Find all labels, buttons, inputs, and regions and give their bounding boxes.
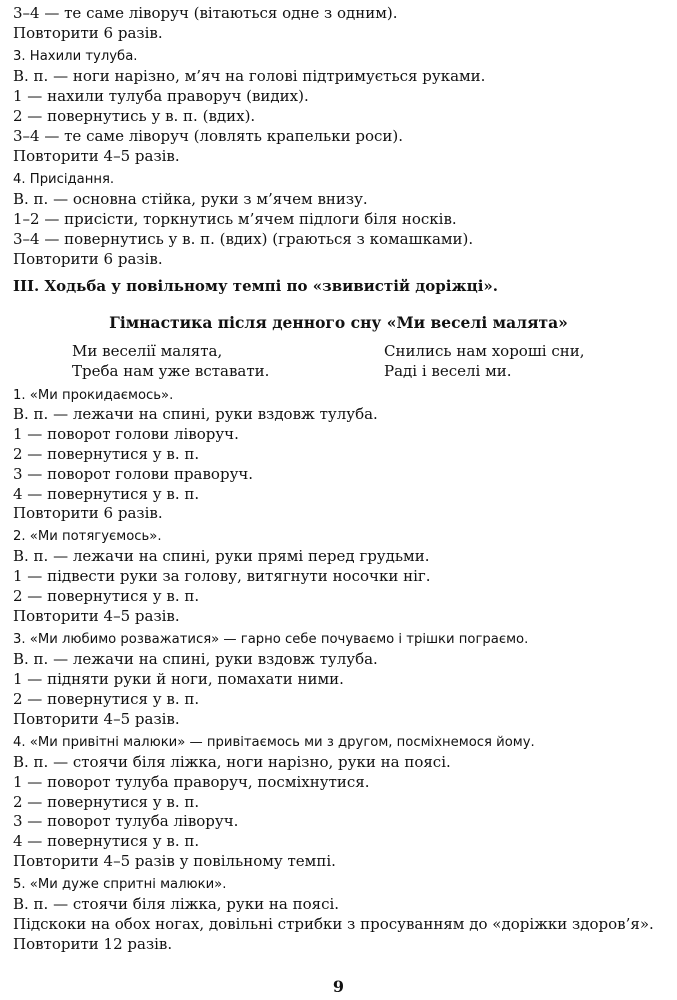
- text-line: В. п. — основна стійка, руки з м’ячем внизу.: [13, 190, 368, 208]
- text-line: В. п. — лежачи на спині, руки вздовж тулуба.: [13, 650, 378, 668]
- text-line: 1 — підвести руки за голову, витягнути носочки ніг.: [13, 567, 431, 585]
- text-line: В. п. — ноги нарізно, м’яч на голові підтримується руками.: [13, 67, 486, 85]
- text-line: В. п. — стоячи біля ліжка, руки на поясі.: [13, 895, 340, 913]
- text-line: 1–2 — присісти, торкнутись м’ячем підлоги біля носків.: [13, 210, 457, 228]
- text-line: В. п. — лежачи на спині, руки прямі перед грудьми.: [13, 547, 430, 565]
- text-line: 3 — поворот тулуба ліворуч.: [13, 812, 239, 830]
- poem-line: Ми веселії малята,: [72, 342, 223, 360]
- text-line: 4 — повернутися у в. п.: [13, 485, 200, 503]
- text-line: Повторити 6 разів.: [13, 504, 163, 522]
- exercise-heading: 1. «Ми прокидаємось».: [13, 388, 174, 403]
- text-line: 3–4 — те саме ліворуч (ловлять крапельки роси).: [13, 127, 403, 145]
- text-line: 2 — повернутися у в. п.: [13, 690, 200, 708]
- text-line: Повторити 4–5 разів.: [13, 147, 180, 165]
- text-line: 1 — нахили тулуба праворуч (видих).: [13, 87, 309, 105]
- text-line: 1 — поворот голови ліворуч.: [13, 425, 239, 443]
- text-line: 2 — повернутись у в. п. (вдих).: [13, 107, 256, 125]
- text-line: 2 — повернутися у в. п.: [13, 793, 200, 811]
- poem-line: Раді і веселі ми.: [384, 362, 512, 380]
- text-line: Повторити 6 разів.: [13, 250, 163, 268]
- exercise-heading: 2. «Ми потягуємось».: [13, 529, 162, 544]
- text-line: Повторити 12 разів.: [13, 935, 173, 953]
- text-line: Повторити 4–5 разів.: [13, 710, 180, 728]
- text-line: 1 — поворот тулуба праворуч, посміхнутися.: [13, 773, 370, 791]
- poem-line: Треба нам уже вставати.: [72, 362, 270, 380]
- text-line: 3–4 — те саме ліворуч (вітаються одне з одним).: [13, 4, 398, 22]
- exercise-heading: 5. «Ми дуже спритні малюки».: [13, 877, 227, 892]
- page-title: Гімнастика після денного сну «Ми веселі малята»: [109, 313, 568, 332]
- text-line: Повторити 6 разів.: [13, 24, 163, 42]
- page-number: 9: [332, 977, 345, 996]
- text-line: 2 — повернутися у в. п.: [13, 445, 200, 463]
- section-heading: III. Ходьба у повільному темпі по «звивистій доріжці».: [13, 277, 498, 295]
- text-line: 2 — повернутися у в. п.: [13, 587, 200, 605]
- text-line: 4 — повернутися у в. п.: [13, 832, 200, 850]
- text-line: Повторити 4–5 разів.: [13, 607, 180, 625]
- exercise-heading: 3. «Ми любимо розважатися» — гарно себе почуваємо і трішки пограємо.: [13, 632, 529, 647]
- text-line: 1 — підняти руки й ноги, помахати ними.: [13, 670, 344, 688]
- text-line: В. п. — стоячи біля ліжка, ноги нарізно, руки на поясі.: [13, 753, 451, 771]
- poem-line: Снились нам хороші сни,: [384, 342, 585, 360]
- text-line: Підскоки на обох ногах, довільні стрибки з просуванням до «доріжки здоров’я».: [13, 915, 654, 933]
- text-line: 3 — поворот голови праворуч.: [13, 465, 254, 483]
- exercise-heading: 4. Присідання.: [13, 172, 115, 187]
- text-line: 3–4 — повернутись у в. п. (вдих) (граються з комашками).: [13, 230, 474, 248]
- text-line: Повторити 4–5 разів у повільному темпі.: [13, 852, 336, 870]
- exercise-heading: 4. «Ми привітні малюки» — привітаємось ми з другом, посміхнемося йому.: [13, 735, 535, 750]
- text-line: В. п. — лежачи на спині, руки вздовж тулуба.: [13, 405, 378, 423]
- exercise-heading: 3. Нахили тулуба.: [13, 49, 138, 64]
